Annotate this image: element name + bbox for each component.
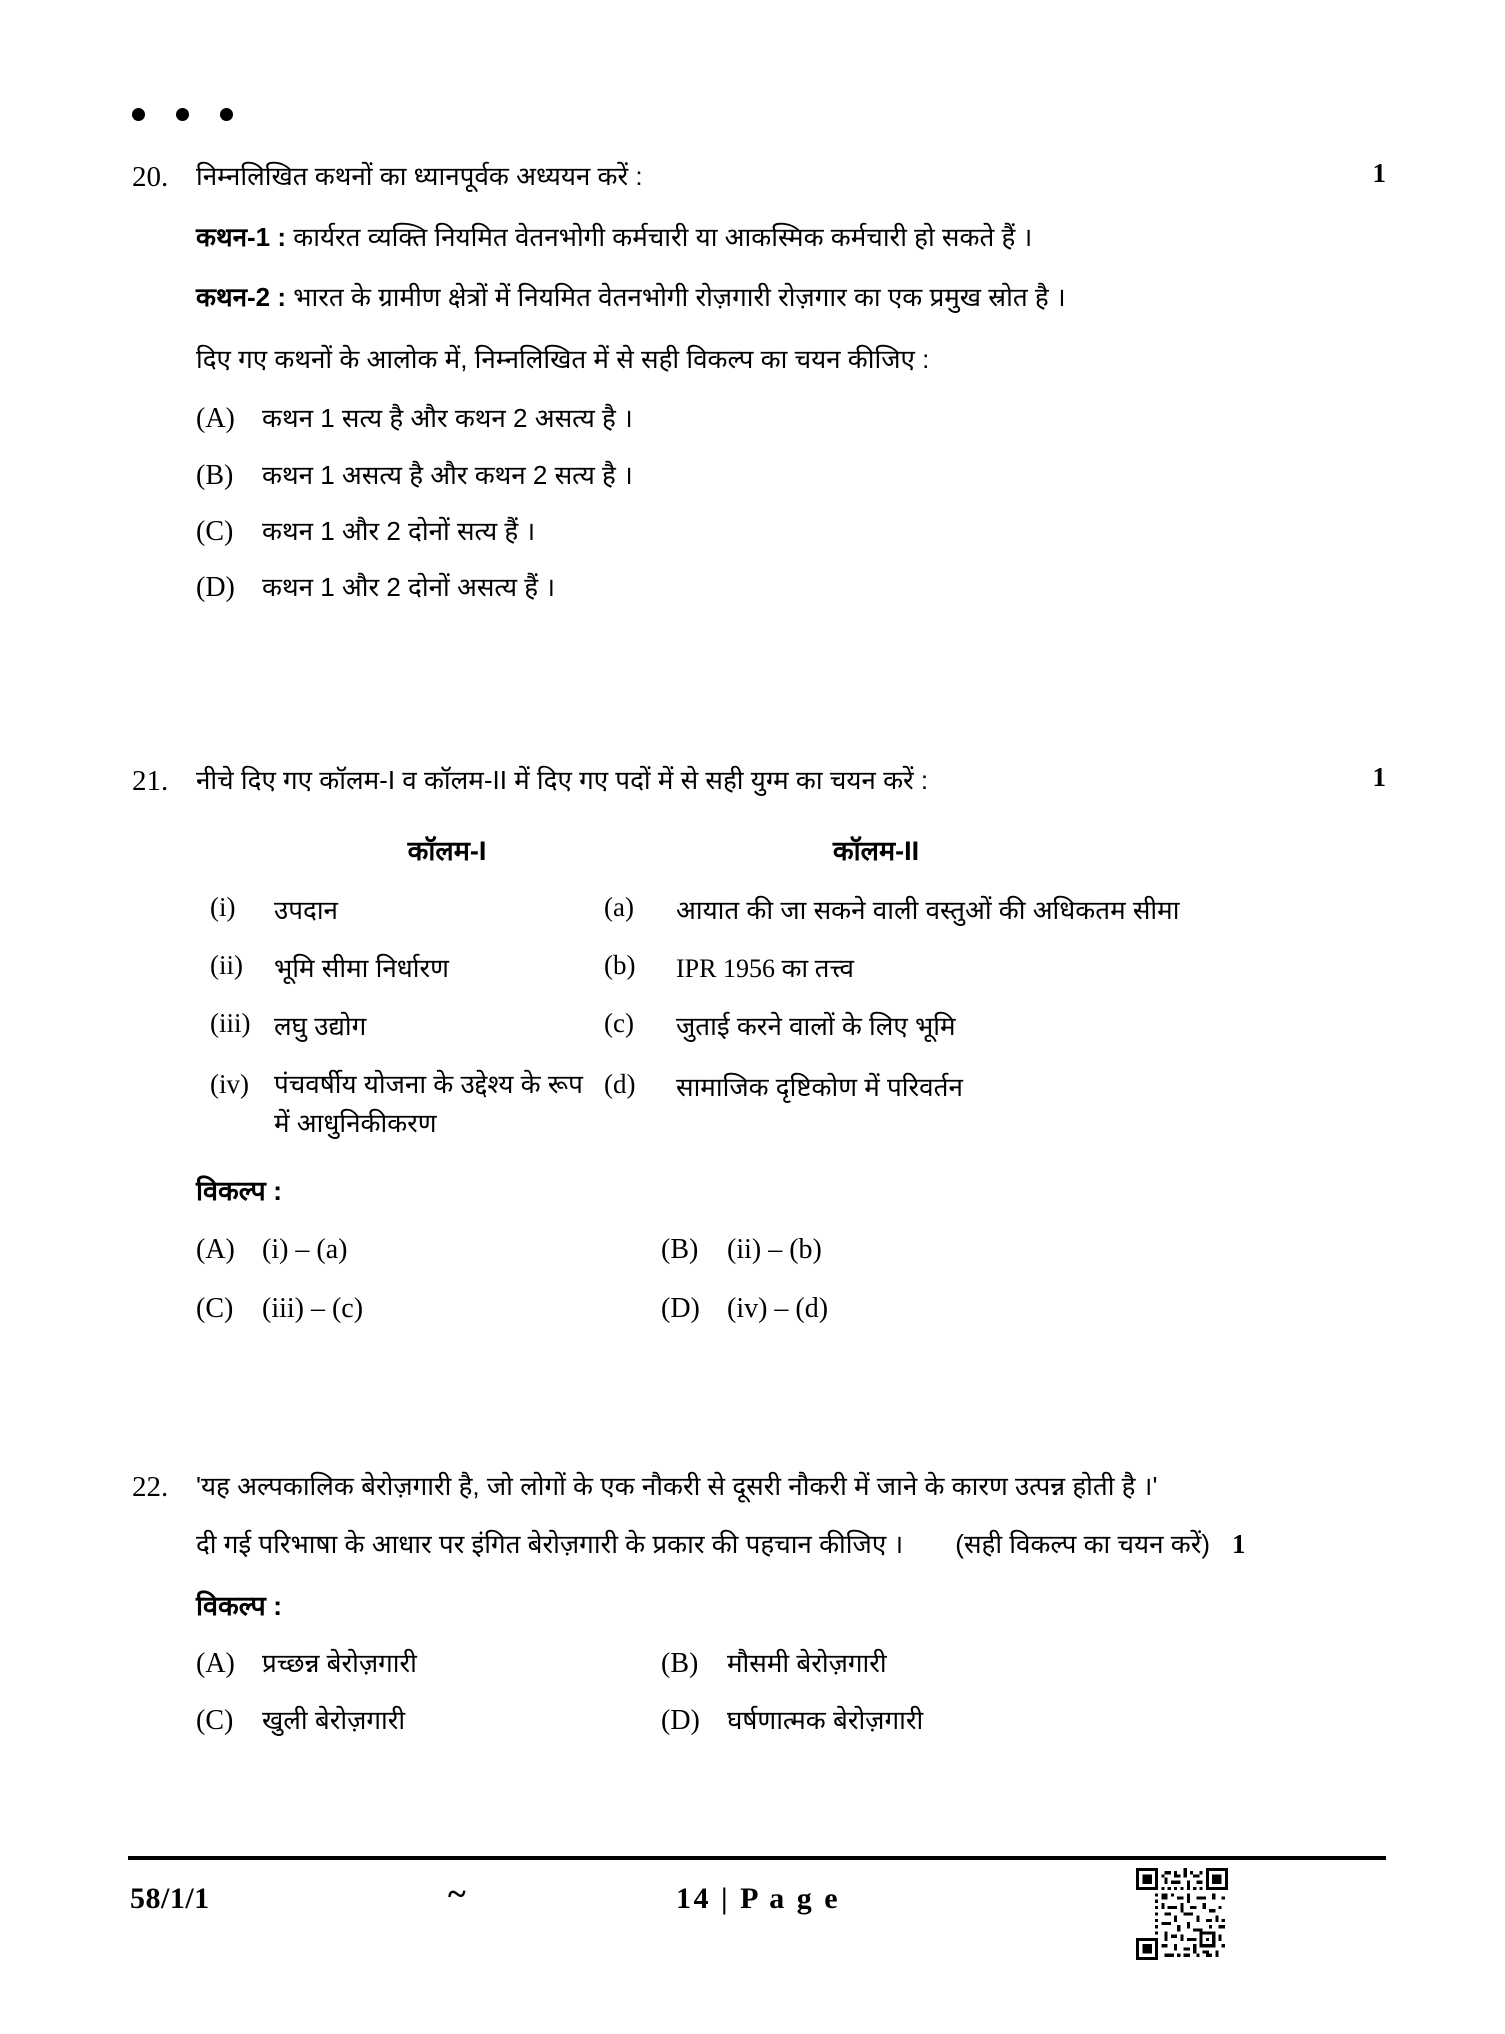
question-21-marks: 1 bbox=[1372, 762, 1386, 792]
question-20-lead-in: दिए गए कथनों के आलोक में, निम्नलिखित में से सही विकल्प का चयन कीजिए : bbox=[196, 343, 930, 374]
question-20-prompt: निम्नलिखित कथनों का ध्यानपूर्वक अध्ययन करें : bbox=[196, 161, 643, 191]
qr-code-icon bbox=[1136, 1868, 1228, 1960]
item-a-text: आयात की जा सकने वाली वस्तुओं की अधिकतम सीमा bbox=[676, 895, 1180, 926]
footer-separator: ~ bbox=[448, 1876, 466, 1913]
item-c-text: जुताई करने वालों के लिए भूमि bbox=[676, 1010, 956, 1041]
option-b-key: (B) bbox=[661, 1234, 699, 1266]
question-22-instruction: (सही विकल्प का चयन करें) bbox=[955, 1529, 1211, 1560]
match-table bbox=[196, 892, 1372, 1143]
question-20-statement-2 bbox=[196, 279, 1372, 317]
question-21 bbox=[132, 762, 1386, 1329]
option-c-key: (C) bbox=[196, 1293, 234, 1325]
table-row bbox=[196, 1008, 1372, 1046]
option-d-key: (D) bbox=[661, 1704, 700, 1736]
dot-icon bbox=[132, 108, 145, 121]
item-b-text: IPR 1956 का तत्त्व bbox=[676, 953, 854, 983]
item-d-text: सामाजिक दृष्टिकोण में परिवर्तन bbox=[676, 1072, 963, 1103]
page-number: 14 | P a g e bbox=[676, 1882, 841, 1915]
item-a-key: (a) bbox=[604, 892, 634, 923]
item-iii-text: लघु उद्योग bbox=[274, 1010, 367, 1041]
question-20-marks: 1 bbox=[1372, 158, 1386, 188]
option-a-key: (A) bbox=[196, 403, 235, 435]
item-iii-key: (iii) bbox=[210, 1007, 251, 1038]
question-21-header bbox=[132, 762, 1372, 801]
option-row[interactable] bbox=[196, 513, 1372, 549]
option-c-key: (C) bbox=[196, 515, 234, 547]
item-ii-key: (ii) bbox=[210, 949, 243, 980]
option-row bbox=[196, 1289, 1372, 1328]
item-iv-text: पंचवर्षीय योजना के उद्देश्य के रूप में आधुनिकीकरण bbox=[274, 1069, 583, 1139]
dot-icon bbox=[176, 108, 189, 121]
column-ii-header: कॉलम-II bbox=[832, 836, 920, 867]
question-20-number: 20. bbox=[132, 161, 169, 193]
option-b[interactable] bbox=[661, 1645, 887, 1681]
statement-2-text: भारत के ग्रामीण क्षेत्रों में नियमित वेतनभोगी रोज़गारी रोज़गार का एक प्रमुख स्रोत है । bbox=[293, 281, 1066, 312]
option-d-text: (iv) – (d) bbox=[727, 1293, 829, 1325]
option-c-text: कथन 1 और 2 दोनों सत्य हैं । bbox=[262, 515, 536, 546]
question-20-statement-1 bbox=[196, 219, 1372, 257]
option-d[interactable] bbox=[661, 1289, 828, 1328]
item-c-key: (c) bbox=[604, 1007, 634, 1038]
section-dots-marker bbox=[132, 108, 233, 121]
item-i-key: (i) bbox=[210, 892, 236, 923]
table-row bbox=[196, 892, 1372, 930]
statement-1-text: कार्यरत व्यक्ति नियमित वेतनभोगी कर्मचारी या आकस्मिक कर्मचारी हो सकते हैं । bbox=[293, 222, 1033, 253]
item-ii-text: भूमि सीमा निर्धारण bbox=[274, 952, 449, 983]
question-20 bbox=[132, 158, 1386, 606]
table-row bbox=[196, 1065, 1372, 1143]
match-column-headers bbox=[196, 831, 1372, 868]
question-20-header bbox=[132, 158, 1372, 197]
question-22-header bbox=[132, 1468, 1372, 1507]
option-row[interactable] bbox=[196, 400, 1372, 436]
option-row bbox=[196, 1645, 1372, 1681]
dot-icon bbox=[220, 108, 233, 121]
option-d-key: (D) bbox=[196, 572, 235, 604]
question-22-options-label: विकल्प : bbox=[196, 1591, 283, 1622]
item-b-key: (b) bbox=[604, 949, 636, 980]
statement-1-label: कथन-1 : bbox=[196, 222, 287, 253]
question-21-prompt: नीचे दिए गए कॉलम-I व कॉलम-II में दिए गए पदों में से सही युग्म का चयन करें : bbox=[196, 765, 929, 795]
column-i-header: कॉलम-I bbox=[407, 836, 487, 867]
question-22-lead-in: दी गई परिभाषा के आधार पर इंगित बेरोज़गारी के प्रकार की पहचान कीजिए । bbox=[196, 1529, 904, 1560]
option-d-text: कथन 1 और 2 दोनों असत्य हैं । bbox=[262, 572, 556, 603]
statement-2-label: कथन-2 : bbox=[196, 281, 287, 312]
option-row[interactable] bbox=[196, 457, 1372, 493]
option-a-text: (i) – (a) bbox=[262, 1234, 348, 1266]
option-b[interactable] bbox=[661, 1230, 822, 1269]
question-21-options-label: विकल्प : bbox=[196, 1176, 283, 1207]
item-d-key: (d) bbox=[604, 1069, 636, 1100]
option-d-key: (D) bbox=[661, 1293, 700, 1325]
question-22-lead-row bbox=[196, 1525, 1372, 1564]
option-a-text: कथन 1 सत्य है और कथन 2 असत्य है । bbox=[262, 403, 633, 434]
question-21-number: 21. bbox=[132, 765, 169, 797]
option-row bbox=[196, 1230, 1372, 1269]
option-a[interactable] bbox=[196, 1645, 661, 1681]
footer-divider bbox=[128, 1856, 1386, 1860]
option-a[interactable] bbox=[196, 1230, 661, 1269]
option-a-text: प्रच्छन्न बेरोज़गारी bbox=[262, 1648, 417, 1679]
item-i-text: उपदान bbox=[274, 895, 338, 926]
question-22-prompt: 'यह अल्पकालिक बेरोज़गारी है, जो लोगों के एक नौकरी से दूसरी नौकरी में जाने के कारण उत्पन्न होती है ।' bbox=[196, 1471, 1158, 1501]
option-b-text: (ii) – (b) bbox=[727, 1234, 822, 1266]
question-22-number: 22. bbox=[132, 1471, 169, 1503]
paper-code: 58/1/1 bbox=[130, 1882, 210, 1915]
option-row[interactable] bbox=[196, 569, 1372, 605]
option-c-key: (C) bbox=[196, 1704, 234, 1736]
option-d-text: घर्षणात्मक बेरोज़गारी bbox=[727, 1704, 924, 1735]
item-iv-key: (iv) bbox=[210, 1069, 249, 1100]
question-22-options bbox=[196, 1645, 1372, 1738]
option-b-text: मौसमी बेरोज़गारी bbox=[727, 1648, 887, 1679]
option-a-key: (A) bbox=[196, 1234, 235, 1266]
option-b-key: (B) bbox=[196, 459, 234, 491]
option-c-text: खुली बेरोज़गारी bbox=[262, 1704, 406, 1735]
table-row bbox=[196, 950, 1372, 988]
option-d[interactable] bbox=[661, 1702, 923, 1738]
option-a-key: (A) bbox=[196, 1648, 235, 1680]
option-c[interactable] bbox=[196, 1289, 661, 1328]
question-20-options bbox=[196, 400, 1372, 606]
question-22 bbox=[132, 1468, 1372, 1738]
option-row bbox=[196, 1702, 1372, 1738]
option-b-key: (B) bbox=[661, 1648, 699, 1680]
question-21-options bbox=[196, 1230, 1372, 1328]
question-22-marks: 1 bbox=[1232, 1529, 1246, 1560]
option-b-text: कथन 1 असत्य है और कथन 2 सत्य है । bbox=[262, 459, 633, 490]
option-c[interactable] bbox=[196, 1702, 661, 1738]
option-c-text: (iii) – (c) bbox=[262, 1293, 364, 1325]
